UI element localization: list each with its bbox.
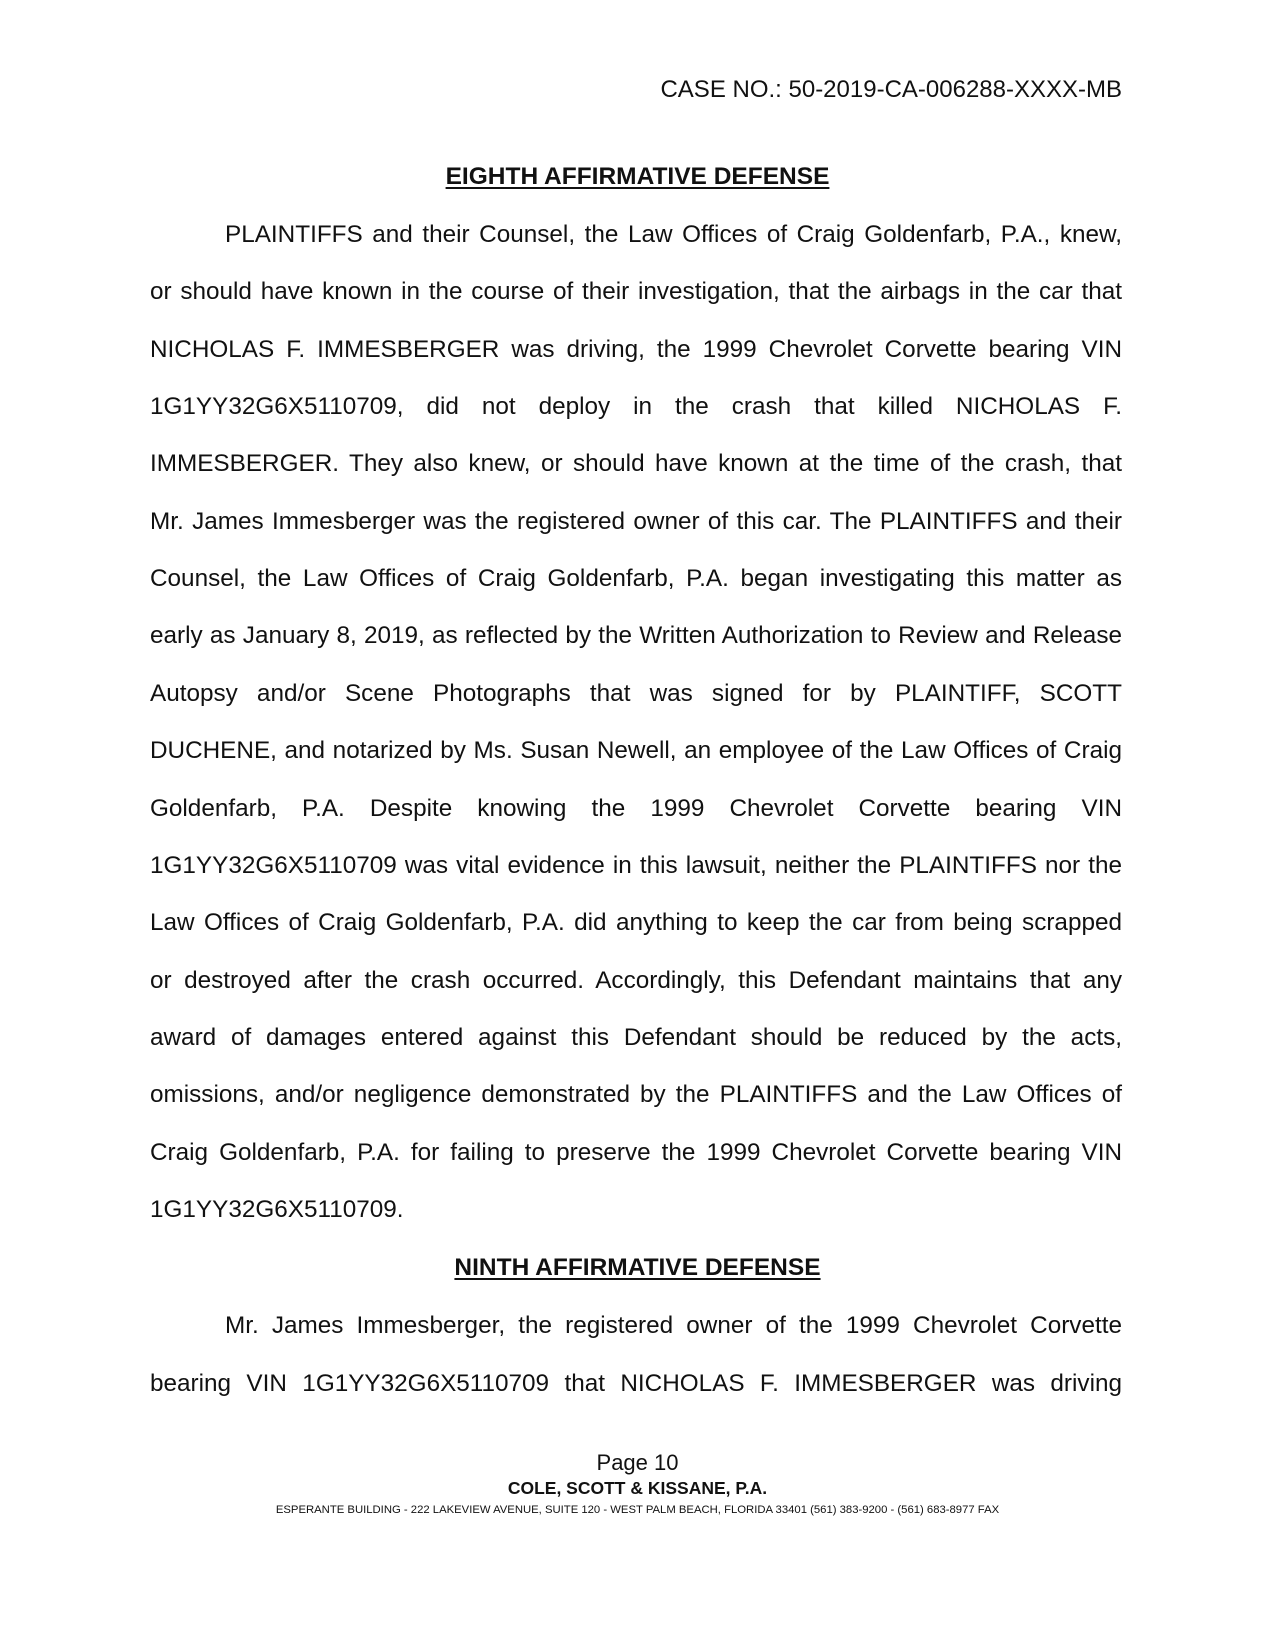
section-heading-eighth xyxy=(0,162,1275,192)
paragraph-line: Counsel, the Law Offices of Craig Goldenfarb, P.A. began investigating this matter as xyxy=(150,565,1122,592)
paragraph-line: IMMESBERGER. They also knew, or should have known at the time of the crash, that xyxy=(150,450,1122,477)
paragraph-line: Autopsy and/or Scene Photographs that was signed for by PLAINTIFF, SCOTT xyxy=(150,680,1122,707)
paragraph-line: award of damages entered against this Defendant should be reduced by the acts, xyxy=(150,1024,1122,1051)
section-heading-text: NINTH AFFIRMATIVE DEFENSE xyxy=(454,1254,821,1281)
paragraph-line: PLAINTIFFS and their Counsel, the Law Offices of Craig Goldenfarb, P.A., knew, xyxy=(225,221,1122,248)
paragraph-line: Mr. James Immesberger was the registered owner of this car. The PLAINTIFFS and their xyxy=(150,508,1122,535)
paragraph-line: 1G1YY32G6X5110709 was vital evidence in this lawsuit, neither the PLAINTIFFS nor the xyxy=(150,852,1122,879)
paragraph-line: early as January 8, 2019, as reflected by the Written Authorization to Review and Release xyxy=(150,622,1122,649)
firm-address: ESPERANTE BUILDING - 222 LAKEVIEW AVENUE, SUITE 120 - WEST PALM BEACH, FLORIDA 33401 (561) 383-9200 - (561) 683-8977 FAX xyxy=(275,1504,1000,1516)
paragraph-line: or destroyed after the crash occurred. Accordingly, this Defendant maintains that any xyxy=(150,967,1122,994)
paragraph-line: 1G1YY32G6X5110709, did not deploy in the crash that killed NICHOLAS F. xyxy=(150,393,1122,420)
firm-name: COLE, SCOTT & KISSANE, P.A. xyxy=(507,1478,768,1498)
section-heading-text: EIGHTH AFFIRMATIVE DEFENSE xyxy=(445,163,830,190)
section-heading-ninth xyxy=(0,1253,1275,1283)
page-number: Page 10 xyxy=(596,1450,679,1475)
paragraph-line: omissions, and/or negligence demonstrated by the PLAINTIFFS and the Law Offices of xyxy=(150,1081,1122,1108)
paragraph-line: Goldenfarb, P.A. Despite knowing the 1999 Chevrolet Corvette bearing VIN xyxy=(150,795,1122,822)
paragraph-line: bearing VIN 1G1YY32G6X5110709 that NICHOLAS F. IMMESBERGER was driving xyxy=(150,1370,1122,1397)
paragraph-line: NICHOLAS F. IMMESBERGER was driving, the 1999 Chevrolet Corvette bearing VIN xyxy=(150,336,1122,363)
paragraph-line: DUCHENE, and notarized by Ms. Susan Newell, an employee of the Law Offices of Craig xyxy=(150,737,1122,764)
paragraph-line: 1G1YY32G6X5110709. xyxy=(150,1196,404,1223)
case-number: CASE NO.: 50-2019-CA-006288-XXXX-MB xyxy=(660,76,1122,103)
paragraph-line: Craig Goldenfarb, P.A. for failing to preserve the 1999 Chevrolet Corvette bearing VIN xyxy=(150,1139,1122,1166)
paragraph-line: Law Offices of Craig Goldenfarb, P.A. did anything to keep the car from being scrapped xyxy=(150,909,1122,936)
paragraph-line: or should have known in the course of their investigation, that the airbags in the car that xyxy=(150,278,1122,305)
paragraph-line: Mr. James Immesberger, the registered owner of the 1999 Chevrolet Corvette xyxy=(225,1312,1122,1339)
